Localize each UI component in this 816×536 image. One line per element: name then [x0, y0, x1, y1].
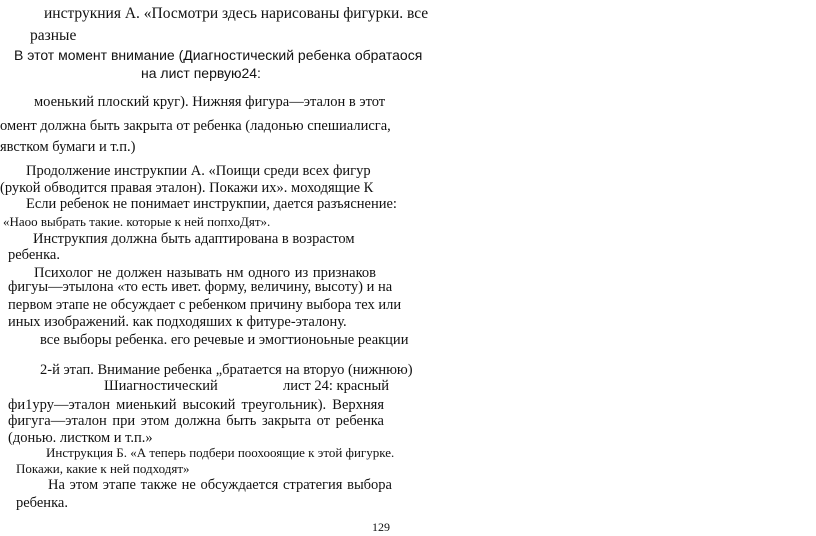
text-line: на лист первую24: [141, 65, 261, 81]
text-line: Инструкпия должна быть адаптирована в возрастом [33, 231, 355, 247]
text-line: омент должна быть закрыта от ребенка (ладонью спешиалисга, [0, 118, 391, 134]
text-line: «Наоо выбрать такие. которые к ней попхоДят». [3, 214, 271, 229]
text-line: иных изображений. как подходяших к фитуре-эталону. [8, 314, 347, 330]
text-line: инструкния А. «Посмотри здесь нарисованы фигурки. все [44, 5, 429, 22]
text-line: Продолжение инструкпии А. «Поищи среди всех фигур [26, 163, 371, 179]
text-line: Покажи, какие к ней подходят» [16, 461, 190, 476]
text-line: Шиагностический [104, 378, 218, 394]
text-line: фигуга—эталон при этом должна быть закрыта от ребенка [8, 413, 384, 429]
text-line: В этот момент внимание (Диагностический ребенка обратаося [14, 47, 423, 63]
text-line: явстком бумаги и т.п.) [0, 139, 136, 155]
text-line: фи1уру—эталон миенький высокий треугольник). Верхняя [8, 397, 384, 413]
page-number: 129 [372, 520, 390, 534]
text-line: (донью. листком и т.п.» [8, 430, 153, 446]
text-line: Инструкция Б. «А теперь подбери поохооящие к этой фигурке. [46, 445, 395, 460]
text-line: Если ребенок не понимает инструкпии, дается разъяснение: [26, 196, 397, 212]
text-line: фигуы—этылона «то есть ивет. форму, величину, высоту) и на [8, 279, 393, 295]
text-line: ребенка. [8, 247, 60, 263]
text-line: все выборы ребенка. его речевые и эмогтионоьные реакции [40, 332, 409, 348]
text-line: первом этапе не обсуждает с ребенком причину выбора тех или [8, 297, 402, 313]
text-line: Психолог не должен называть нм одного из признаков [34, 265, 376, 281]
text-line: (рукой обводится правая эталон). Покажи их». моходящие К [0, 180, 374, 196]
text-line: 2-й этап. Внимание ребенка „братается на вторуо (нижнюю) [40, 362, 413, 378]
text-line: На этом этапе также не обсуждается стратегия выбора [48, 477, 392, 493]
text-line: лист 24: красный [283, 378, 389, 394]
text-line: ребенка. [16, 495, 68, 511]
text-line: разные [30, 27, 77, 44]
text-line: моенький плоский круг). Нижняя фигура—эталон в этот [34, 94, 386, 110]
